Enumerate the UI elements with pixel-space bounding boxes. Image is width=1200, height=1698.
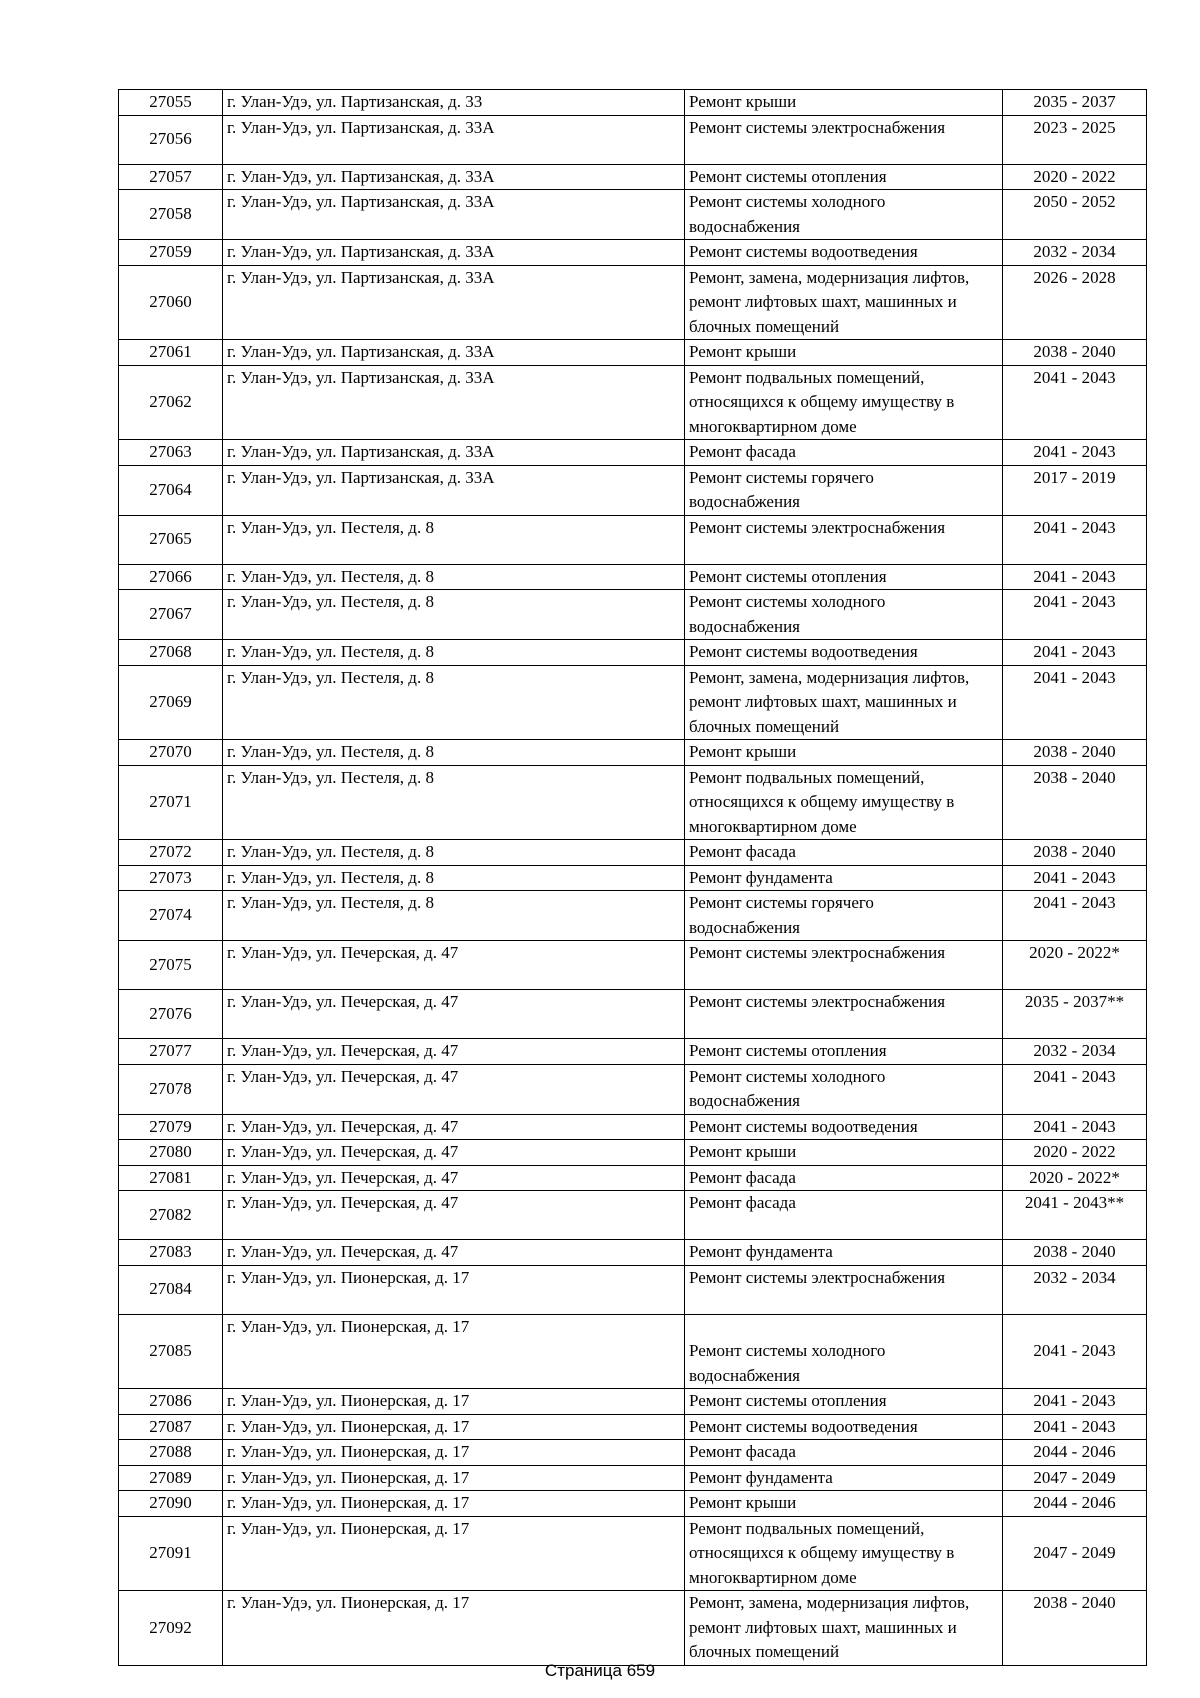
period-cell: 2047 - 2049	[1003, 1465, 1147, 1491]
period-cell: 2035 - 2037**	[1003, 990, 1147, 1039]
period-cell: 2023 - 2025	[1003, 115, 1147, 164]
row-number: 27064	[119, 465, 223, 515]
table-row	[119, 740, 1147, 766]
table-row	[119, 840, 1147, 866]
work-type-cell: Ремонт системы отопления	[685, 164, 1003, 190]
period-cell: 2041 - 2043	[1003, 590, 1147, 640]
table-row	[119, 1465, 1147, 1491]
address-cell: г. Улан-Удэ, ул. Партизанская, д. 33А	[223, 240, 685, 266]
row-number: 27055	[119, 90, 223, 116]
period-cell: 2026 - 2028	[1003, 265, 1147, 340]
address-cell: г. Улан-Удэ, ул. Пионерская, д. 17	[223, 1465, 685, 1491]
work-type-cell: Ремонт системы отопления	[685, 1039, 1003, 1065]
row-number: 27068	[119, 640, 223, 666]
work-type-cell: Ремонт крыши	[685, 740, 1003, 766]
row-number: 27065	[119, 515, 223, 564]
work-type-cell: Ремонт системы отопления	[685, 1389, 1003, 1415]
table-row	[119, 190, 1147, 240]
row-number: 27061	[119, 340, 223, 366]
row-number: 27083	[119, 1240, 223, 1266]
table-row	[119, 90, 1147, 116]
address-cell: г. Улан-Удэ, ул. Пионерская, д. 17	[223, 1314, 685, 1389]
row-number: 27058	[119, 190, 223, 240]
period-cell: 2044 - 2046	[1003, 1440, 1147, 1466]
period-cell: 2041 - 2043	[1003, 515, 1147, 564]
address-cell: г. Улан-Удэ, ул. Пионерская, д. 17	[223, 1265, 685, 1314]
period-cell: 2050 - 2052	[1003, 190, 1147, 240]
work-type-cell: Ремонт, замена, модернизация лифтов, ремонт лифтовых шахт, машинных и блочных помещений	[685, 1591, 1003, 1666]
address-cell: г. Улан-Удэ, ул. Пестеля, д. 8	[223, 765, 685, 840]
table-body	[119, 90, 1147, 1666]
table-row	[119, 665, 1147, 740]
work-type-cell: Ремонт системы водоотведения	[685, 240, 1003, 266]
table-row	[119, 515, 1147, 564]
address-cell: г. Улан-Удэ, ул. Печерская, д. 47	[223, 1039, 685, 1065]
row-number: 27062	[119, 365, 223, 440]
period-cell: 2047 - 2049	[1003, 1516, 1147, 1591]
address-cell: г. Улан-Удэ, ул. Печерская, д. 47	[223, 941, 685, 990]
address-cell: г. Улан-Удэ, ул. Пестеля, д. 8	[223, 865, 685, 891]
address-cell: г. Улан-Удэ, ул. Печерская, д. 47	[223, 1240, 685, 1266]
row-number: 27071	[119, 765, 223, 840]
period-cell: 2038 - 2040	[1003, 1240, 1147, 1266]
period-cell: 2041 - 2043	[1003, 891, 1147, 941]
period-cell: 2041 - 2043	[1003, 1064, 1147, 1114]
address-cell: г. Улан-Удэ, ул. Пионерская, д. 17	[223, 1389, 685, 1415]
table-row	[119, 891, 1147, 941]
row-number: 27059	[119, 240, 223, 266]
period-cell: 2041 - 2043	[1003, 440, 1147, 466]
row-number: 27075	[119, 941, 223, 990]
table-row	[119, 340, 1147, 366]
work-type-cell: Ремонт фундамента	[685, 1465, 1003, 1491]
row-number: 27092	[119, 1591, 223, 1666]
period-cell: 2041 - 2043	[1003, 665, 1147, 740]
row-number: 27084	[119, 1265, 223, 1314]
period-cell: 2035 - 2037	[1003, 90, 1147, 116]
work-type-cell: Ремонт системы водоотведения	[685, 640, 1003, 666]
work-type-cell: Ремонт системы электроснабжения	[685, 115, 1003, 164]
period-cell: 2020 - 2022*	[1003, 1165, 1147, 1191]
row-number: 27085	[119, 1314, 223, 1389]
work-type-cell: Ремонт фасада	[685, 1440, 1003, 1466]
period-cell: 2041 - 2043	[1003, 1314, 1147, 1389]
period-cell: 2038 - 2040	[1003, 740, 1147, 766]
row-number: 27056	[119, 115, 223, 164]
table-row	[119, 1414, 1147, 1440]
period-cell: 2032 - 2034	[1003, 1265, 1147, 1314]
repair-schedule-table	[118, 89, 1147, 1666]
table-row	[119, 1191, 1147, 1240]
row-number: 27069	[119, 665, 223, 740]
work-type-cell: Ремонт системы водоотведения	[685, 1414, 1003, 1440]
address-cell: г. Улан-Удэ, ул. Партизанская, д. 33А	[223, 190, 685, 240]
work-type-cell: Ремонт фасада	[685, 440, 1003, 466]
table-row	[119, 990, 1147, 1039]
work-type-cell: Ремонт крыши	[685, 1140, 1003, 1166]
row-number: 27076	[119, 990, 223, 1039]
table-row	[119, 590, 1147, 640]
address-cell: г. Улан-Удэ, ул. Печерская, д. 47	[223, 1114, 685, 1140]
table-row	[119, 564, 1147, 590]
table-row	[119, 1440, 1147, 1466]
work-type-cell: Ремонт системы электроснабжения	[685, 941, 1003, 990]
address-cell: г. Улан-Удэ, ул. Партизанская, д. 33А	[223, 440, 685, 466]
table-row	[119, 440, 1147, 466]
period-cell: 2038 - 2040	[1003, 340, 1147, 366]
address-cell: г. Улан-Удэ, ул. Печерская, д. 47	[223, 990, 685, 1039]
address-cell: г. Улан-Удэ, ул. Партизанская, д. 33А	[223, 365, 685, 440]
row-number: 27067	[119, 590, 223, 640]
work-type-cell: Ремонт системы холодного водоснабжения	[685, 1314, 1003, 1389]
work-type-cell: Ремонт системы холодного водоснабжения	[685, 590, 1003, 640]
period-cell: 2041 - 2043	[1003, 1114, 1147, 1140]
row-number: 27063	[119, 440, 223, 466]
work-type-cell: Ремонт системы электроснабжения	[685, 1265, 1003, 1314]
address-cell: г. Улан-Удэ, ул. Пестеля, д. 8	[223, 840, 685, 866]
table-row	[119, 1314, 1147, 1389]
table-row	[119, 1064, 1147, 1114]
table-row	[119, 164, 1147, 190]
address-cell: г. Улан-Удэ, ул. Пестеля, д. 8	[223, 665, 685, 740]
period-cell: 2041 - 2043	[1003, 564, 1147, 590]
row-number: 27066	[119, 564, 223, 590]
address-cell: г. Улан-Удэ, ул. Пестеля, д. 8	[223, 515, 685, 564]
address-cell: г. Улан-Удэ, ул. Пестеля, д. 8	[223, 740, 685, 766]
work-type-cell: Ремонт крыши	[685, 1491, 1003, 1517]
period-cell: 2020 - 2022	[1003, 164, 1147, 190]
table-row	[119, 115, 1147, 164]
table-row	[119, 1165, 1147, 1191]
table-row	[119, 640, 1147, 666]
table-row	[119, 1265, 1147, 1314]
period-cell: 2020 - 2022*	[1003, 941, 1147, 990]
period-cell: 2041 - 2043	[1003, 1414, 1147, 1440]
row-number: 27060	[119, 265, 223, 340]
table-row	[119, 941, 1147, 990]
table-row	[119, 1389, 1147, 1415]
address-cell: г. Улан-Удэ, ул. Печерская, д. 47	[223, 1140, 685, 1166]
table-row	[119, 365, 1147, 440]
table-row	[119, 1240, 1147, 1266]
address-cell: г. Улан-Удэ, ул. Пионерская, д. 17	[223, 1440, 685, 1466]
table-row	[119, 465, 1147, 515]
row-number: 27087	[119, 1414, 223, 1440]
table-row	[119, 240, 1147, 266]
period-cell: 2044 - 2046	[1003, 1491, 1147, 1517]
row-number: 27082	[119, 1191, 223, 1240]
work-type-cell: Ремонт системы отопления	[685, 564, 1003, 590]
period-cell: 2017 - 2019	[1003, 465, 1147, 515]
address-cell: г. Улан-Удэ, ул. Пестеля, д. 8	[223, 891, 685, 941]
work-type-cell: Ремонт крыши	[685, 340, 1003, 366]
row-number: 27079	[119, 1114, 223, 1140]
address-cell: г. Улан-Удэ, ул. Партизанская, д. 33А	[223, 164, 685, 190]
period-cell: 2032 - 2034	[1003, 1039, 1147, 1065]
row-number: 27073	[119, 865, 223, 891]
table-row	[119, 1591, 1147, 1666]
address-cell: г. Улан-Удэ, ул. Пионерская, д. 17	[223, 1414, 685, 1440]
row-number: 27072	[119, 840, 223, 866]
row-number: 27070	[119, 740, 223, 766]
row-number: 27077	[119, 1039, 223, 1065]
period-cell: 2020 - 2022	[1003, 1140, 1147, 1166]
period-cell: 2038 - 2040	[1003, 1591, 1147, 1666]
row-number: 27090	[119, 1491, 223, 1517]
period-cell: 2038 - 2040	[1003, 765, 1147, 840]
work-type-cell: Ремонт системы электроснабжения	[685, 515, 1003, 564]
table-row	[119, 265, 1147, 340]
work-type-cell: Ремонт подвальных помещений, относящихся к общему имуществу в многоквартирном доме	[685, 1516, 1003, 1591]
row-number: 27086	[119, 1389, 223, 1415]
address-cell: г. Улан-Удэ, ул. Пионерская, д. 17	[223, 1591, 685, 1666]
row-number: 27078	[119, 1064, 223, 1114]
period-cell: 2041 - 2043	[1003, 865, 1147, 891]
work-type-cell: Ремонт подвальных помещений, относящихся к общему имуществу в многоквартирном доме	[685, 765, 1003, 840]
work-type-cell: Ремонт системы холодного водоснабжения	[685, 190, 1003, 240]
page-number: Страница 659	[544, 1661, 656, 1680]
period-cell: 2041 - 2043	[1003, 1389, 1147, 1415]
row-number: 27074	[119, 891, 223, 941]
table-row	[119, 865, 1147, 891]
period-cell: 2038 - 2040	[1003, 840, 1147, 866]
address-cell: г. Улан-Удэ, ул. Партизанская, д. 33А	[223, 265, 685, 340]
row-number: 27091	[119, 1516, 223, 1591]
address-cell: г. Улан-Удэ, ул. Пестеля, д. 8	[223, 640, 685, 666]
period-cell: 2041 - 2043	[1003, 365, 1147, 440]
work-type-cell: Ремонт фасада	[685, 1165, 1003, 1191]
work-type-cell: Ремонт, замена, модернизация лифтов, ремонт лифтовых шахт, машинных и блочных помещений	[685, 265, 1003, 340]
address-cell: г. Улан-Удэ, ул. Пионерская, д. 17	[223, 1491, 685, 1517]
period-cell: 2041 - 2043	[1003, 640, 1147, 666]
work-type-cell: Ремонт системы горячего водоснабжения	[685, 891, 1003, 941]
address-cell: г. Улан-Удэ, ул. Печерская, д. 47	[223, 1064, 685, 1114]
address-cell: г. Улан-Удэ, ул. Печерская, д. 47	[223, 1191, 685, 1240]
row-number: 27057	[119, 164, 223, 190]
row-number: 27081	[119, 1165, 223, 1191]
work-type-cell: Ремонт фасада	[685, 840, 1003, 866]
work-type-cell: Ремонт фасада	[685, 1191, 1003, 1240]
table-row	[119, 1516, 1147, 1591]
work-type-cell: Ремонт системы горячего водоснабжения	[685, 465, 1003, 515]
work-type-cell: Ремонт подвальных помещений, относящихся к общему имуществу в многоквартирном доме	[685, 365, 1003, 440]
work-type-cell: Ремонт фундамента	[685, 865, 1003, 891]
work-type-cell: Ремонт крыши	[685, 90, 1003, 116]
address-cell: г. Улан-Удэ, ул. Пестеля, д. 8	[223, 564, 685, 590]
table-row	[119, 1491, 1147, 1517]
period-cell: 2041 - 2043**	[1003, 1191, 1147, 1240]
period-cell: 2032 - 2034	[1003, 240, 1147, 266]
work-type-cell: Ремонт системы электроснабжения	[685, 990, 1003, 1039]
address-cell: г. Улан-Удэ, ул. Печерская, д. 47	[223, 1165, 685, 1191]
address-cell: г. Улан-Удэ, ул. Партизанская, д. 33А	[223, 465, 685, 515]
address-cell: г. Улан-Удэ, ул. Пестеля, д. 8	[223, 590, 685, 640]
work-type-cell: Ремонт системы водоотведения	[685, 1114, 1003, 1140]
row-number: 27089	[119, 1465, 223, 1491]
work-type-cell: Ремонт, замена, модернизация лифтов, ремонт лифтовых шахт, машинных и блочных помещений	[685, 665, 1003, 740]
table-row	[119, 1039, 1147, 1065]
table-row	[119, 1140, 1147, 1166]
work-type-cell: Ремонт системы холодного водоснабжения	[685, 1064, 1003, 1114]
row-number: 27088	[119, 1440, 223, 1466]
address-cell: г. Улан-Удэ, ул. Пионерская, д. 17	[223, 1516, 685, 1591]
address-cell: г. Улан-Удэ, ул. Партизанская, д. 33А	[223, 340, 685, 366]
address-cell: г. Улан-Удэ, ул. Партизанская, д. 33А	[223, 115, 685, 164]
row-number: 27080	[119, 1140, 223, 1166]
address-cell: г. Улан-Удэ, ул. Партизанская, д. 33	[223, 90, 685, 116]
table-row	[119, 1114, 1147, 1140]
work-type-cell: Ремонт фундамента	[685, 1240, 1003, 1266]
table-row	[119, 765, 1147, 840]
